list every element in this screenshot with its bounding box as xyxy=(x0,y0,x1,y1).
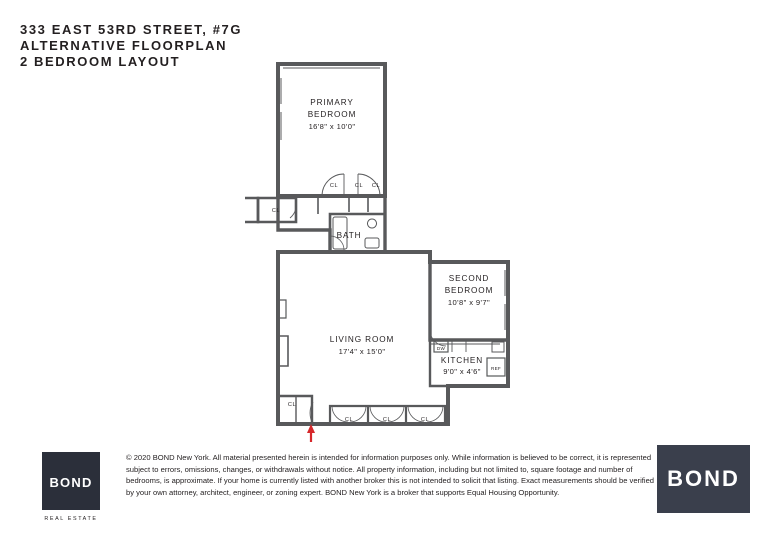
room-label-primary-1: PRIMARY xyxy=(310,98,354,107)
room-dim-kitchen: 9'0" x 4'6" xyxy=(443,367,481,376)
room-label-second-1: SECOND xyxy=(448,274,490,283)
room-label-second-2: BEDROOM xyxy=(444,286,494,295)
closet-label-4: CL xyxy=(271,208,281,214)
room-label-kitchen: KITCHEN xyxy=(440,356,484,365)
disclaimer-text: © 2020 BOND New York. All material presented herein is intended for information purposes only. While information is believed to be correct, it is represented subject to errors, omissions, changes, or withdrawals without notice. All property information, including but not limited to, square footage and number of bedrooms, is approximate. If your home is currently listed with another broker this is not intended to solicit that listing. Exact measurements should be verified by your own attorney, architect, engineer, or zoning expert. BOND New York is a broker that supports Equal Housing Opportunity. xyxy=(126,453,655,497)
room-dim-primary: 16'8" x 10'0" xyxy=(308,122,356,131)
appliance-label-dw: DW xyxy=(436,346,446,351)
title-line-1: 333 EAST 53RD STREET, #7G xyxy=(20,22,243,37)
closet-label-7: CL xyxy=(382,417,392,423)
svg-text:BOND: BOND xyxy=(49,475,93,490)
title-line-2: ALTERNATIVE FLOORPLAN xyxy=(20,38,228,53)
room-dim-living: 17'4" x 15'0" xyxy=(338,347,386,356)
closet-label-5: CL xyxy=(287,402,297,408)
closet-label-8: CL xyxy=(420,417,430,423)
bond-logo-caption: REAL ESTATE xyxy=(44,516,98,522)
closet-label-6: CL xyxy=(344,417,354,423)
room-label-bath: BATH xyxy=(336,231,362,240)
bond-logo xyxy=(42,452,100,510)
room-label-living: LIVING ROOM xyxy=(329,335,395,344)
closet-label-2: CL xyxy=(354,183,364,189)
room-dim-second: 10'8" x 9'7" xyxy=(447,298,491,307)
appliance-label-ref: REF xyxy=(490,366,502,371)
bond-watermark: BOND xyxy=(657,445,750,513)
title-line-3: 2 BEDROOM LAYOUT xyxy=(20,54,181,69)
closet-label-3: CL xyxy=(371,183,381,189)
footer xyxy=(0,440,768,543)
closet-label-1: CL xyxy=(329,183,339,189)
room-label-primary-2: BEDROOM xyxy=(307,110,357,119)
